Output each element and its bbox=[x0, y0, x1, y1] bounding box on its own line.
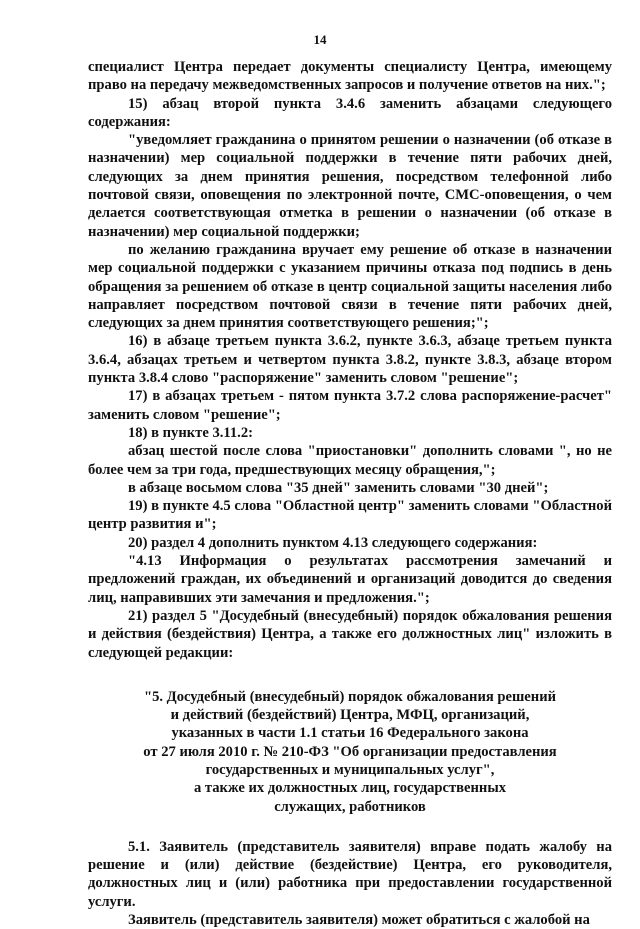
paragraph: специалист Центра передает документы специалисту Центра, имеющему право на передачу межведомственных запросов и получение ответов на них."; bbox=[88, 59, 612, 94]
paragraph: 16) в абзаце третьем пункта 3.6.2, пункте 3.6.3, абзаце третьем пункта 3.6.4, абзацах третьем и четвертом пункта 3.8.2, пункте 3.8.3, абзаце втором пункта 3.8.4 слово "распоряжение" заменить словом "решение"; bbox=[88, 333, 612, 387]
section-5-heading bbox=[88, 688, 612, 816]
heading-line: а также их должностных лиц, государственных bbox=[193, 780, 507, 797]
paragraph: абзац шестой после слова "приостановки" дополнить словами ", но не более чем за три года, предшествующих месяцу обращения,"; bbox=[88, 443, 612, 478]
heading-line: от 27 июля 2010 г. № 210-ФЗ "Об организации предоставления bbox=[143, 743, 557, 760]
paragraph: 5.1. Заявитель (представитель заявителя) вправе подать жалобу на решение и (или) действие (бездействие) Центра, его руководителя, должностных лиц и (или) работника при предоставлении государственной услуги. bbox=[88, 838, 612, 910]
heading-line: служащих, работников bbox=[274, 798, 426, 815]
paragraph: 18) в пункте 3.11.2: bbox=[128, 424, 253, 441]
amendment-list bbox=[88, 58, 612, 662]
heading-line: и действий (бездействий) Центра, МФЦ, организаций, bbox=[170, 707, 530, 724]
page-number: 14 bbox=[313, 32, 327, 47]
paragraph: 17) в абзацах третьем - пятом пункта 3.7.2 слова распоряжение-расчет" заменить словом "решение"; bbox=[88, 388, 612, 423]
paragraph: "4.13 Информация о результатах рассмотрения замечаний и предложений граждан, их объединений и организаций доводится до сведения лиц, направивших эти замечания и предложения."; bbox=[88, 553, 612, 606]
paragraph: Заявитель (представитель заявителя) может обратиться с жалобой на bbox=[128, 912, 590, 929]
paragraph: в абзаце восьмом слова "35 дней" заменить словами "30 дней"; bbox=[128, 479, 549, 496]
section-5-body bbox=[88, 838, 612, 929]
document-body bbox=[88, 58, 612, 929]
paragraph: 21) раздел 5 "Досудебный (внесудебный) порядок обжалования решения и действия (бездействия) Центра, а также его должностных лиц" изложить в следующей редакции: bbox=[88, 607, 612, 661]
paragraph: "уведомляет гражданина о принятом решении о назначении (об отказе в назначении) мер социальной поддержки в течение пяти рабочих дней, следующих за днем принятия решения, посредством телефонной либо почтовой связи, оповещения по электронной почте, СМС-оповещения, о чем делается соответствующая отметка в решении о назначении (об отказе в назначении) мер социальной поддержки; bbox=[88, 132, 612, 240]
paragraph: 19) в пункте 4.5 слова "Областной центр" заменить словами "Областной центр развития и"; bbox=[88, 498, 612, 533]
heading-line: "5. Досудебный (внесудебный) порядок обжалования решений bbox=[143, 688, 557, 705]
heading-line: указанных в части 1.1 статьи 16 Федерального закона bbox=[171, 725, 529, 742]
heading-line: государственных и муниципальных услуг", bbox=[205, 761, 495, 778]
paragraph: 20) раздел 4 дополнить пунктом 4.13 следующего содержания: bbox=[128, 534, 538, 551]
paragraph: 15) абзац второй пункта 3.4.6 заменить абзацами следующего содержания: bbox=[88, 95, 612, 130]
paragraph: по желанию гражданина вручает ему решение об отказе в назначении мер социальной поддержки с указанием причины отказа под подпись в день обращения за решением об отказе в центр социальной защиты населения либо направляет посредством почтовой связи в течение пяти рабочих дней, следующих за днем принятия соответствующего решения;"; bbox=[88, 241, 612, 332]
